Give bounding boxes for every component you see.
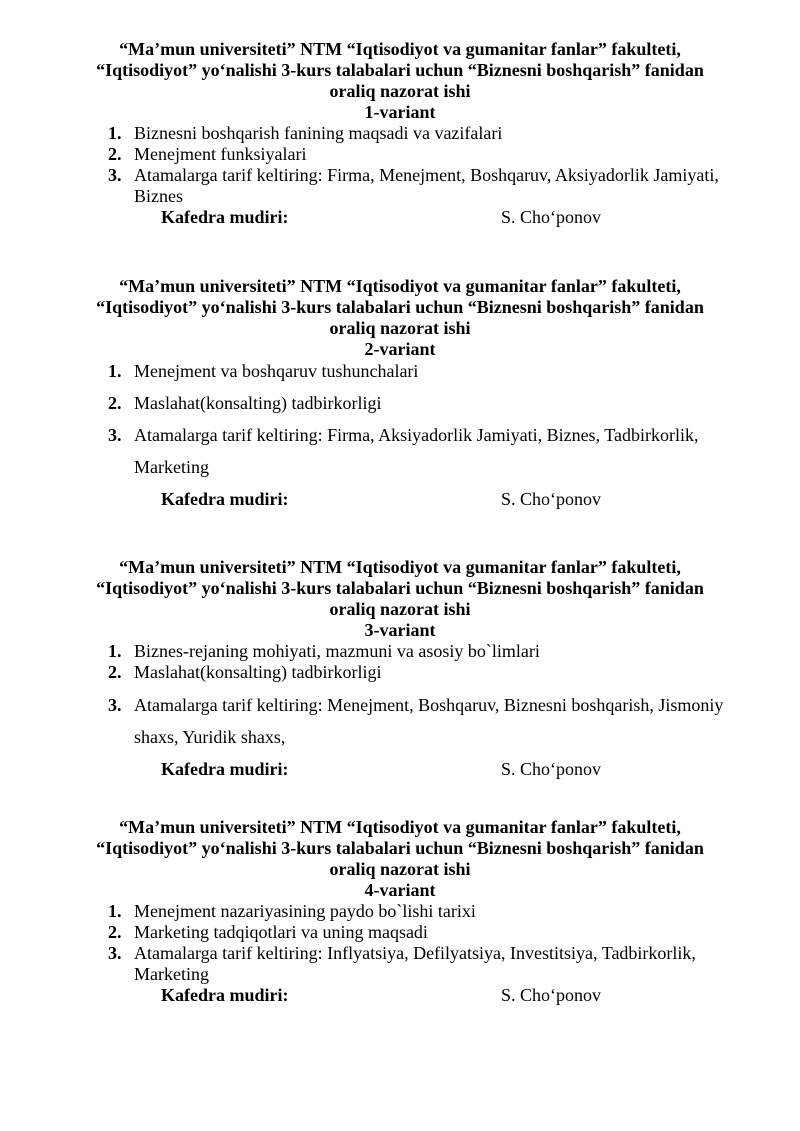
heading-line-exam-type: oraliq nazorat ishi bbox=[329, 859, 471, 879]
question-item bbox=[0, 419, 726, 483]
variant-label: 4-variant bbox=[364, 880, 436, 900]
question-number: 1. bbox=[108, 361, 122, 381]
question-item bbox=[0, 662, 726, 683]
heading-line-course: “Iqtisodiyot” yo‘nalishi 3-kurs talabalari uchun “Biznesni boshqarish” fanidan bbox=[96, 838, 704, 858]
question-number: 2. bbox=[108, 662, 122, 682]
question-text: Menejment nazariyasining paydo bo`lishi tarixi bbox=[134, 901, 476, 921]
signature-line bbox=[0, 753, 800, 785]
heading-line-course: “Iqtisodiyot” yo‘nalishi 3-kurs talabalari uchun “Biznesni boshqarish” fanidan bbox=[96, 297, 704, 317]
question-number: 2. bbox=[108, 144, 122, 164]
department-head-name: S. Cho‘ponov bbox=[501, 759, 602, 779]
question-number: 3. bbox=[108, 165, 122, 185]
question-list bbox=[0, 641, 800, 753]
variant-1-block bbox=[0, 39, 800, 228]
question-number: 1. bbox=[108, 901, 122, 921]
question-text: Atamalarga tarif keltiring: Inflyatsiya, Defilyatsiya, Investitsiya, Tadbirkorlik, Marketing bbox=[134, 943, 696, 984]
question-list bbox=[0, 901, 800, 985]
question-text: Biznesni boshqarish fanining maqsadi va vazifalari bbox=[134, 123, 503, 143]
question-item bbox=[0, 387, 726, 419]
question-number: 3. bbox=[108, 425, 122, 445]
question-text: Atamalarga tarif keltiring: Firma, Menejment, Boshqaruv, Aksiyadorlik Jamiyati, Biznes bbox=[134, 165, 719, 206]
question-item bbox=[0, 144, 726, 165]
question-number: 3. bbox=[108, 695, 122, 715]
department-head-name: S. Cho‘ponov bbox=[501, 489, 602, 509]
question-list bbox=[0, 123, 800, 207]
variant-3-block bbox=[0, 557, 800, 785]
heading-line-exam-type: oraliq nazorat ishi bbox=[329, 318, 471, 338]
heading-line-university: “Ma’mun universiteti” NTM “Iqtisodiyot va gumanitar fanlar” fakulteti, bbox=[119, 817, 681, 837]
question-number: 1. bbox=[108, 123, 122, 143]
question-text: Maslahat(konsalting) tadbirkorligi bbox=[134, 662, 382, 682]
variant-heading bbox=[0, 557, 800, 641]
question-list bbox=[0, 355, 800, 483]
variant-4-block bbox=[0, 817, 800, 1006]
question-text: Biznes-rejaning mohiyati, mazmuni va asosiy bo`limlari bbox=[134, 641, 540, 661]
variant-heading bbox=[0, 276, 800, 360]
heading-line-course: “Iqtisodiyot” yo‘nalishi 3-kurs talabalari uchun “Biznesni boshqarish” fanidan bbox=[96, 578, 704, 598]
question-item bbox=[0, 165, 726, 207]
signature-line bbox=[0, 483, 800, 515]
department-head-label: Kafedra mudiri: bbox=[161, 759, 289, 779]
question-text: Atamalarga tarif keltiring: Menejment, Boshqaruv, Biznesni boshqarish, Jismoniy shaxs, Yuridik shaxs, bbox=[134, 695, 724, 747]
question-item bbox=[0, 355, 726, 387]
heading-line-university: “Ma’mun universiteti” NTM “Iqtisodiyot va gumanitar fanlar” fakulteti, bbox=[119, 39, 681, 59]
question-text: Menejment funksiyalari bbox=[134, 144, 307, 164]
question-number: 2. bbox=[108, 393, 122, 413]
department-head-label: Kafedra mudiri: bbox=[161, 985, 289, 1005]
variant-heading bbox=[0, 39, 800, 123]
variant-label: 1-variant bbox=[364, 102, 436, 122]
variant-heading bbox=[0, 817, 800, 901]
heading-line-exam-type: oraliq nazorat ishi bbox=[329, 81, 471, 101]
question-number: 1. bbox=[108, 641, 122, 661]
question-text: Atamalarga tarif keltiring: Firma, Aksiyadorlik Jamiyati, Biznes, Tadbirkorlik, Marketing bbox=[134, 425, 699, 477]
question-item bbox=[0, 123, 726, 144]
variant-2-block bbox=[0, 276, 800, 515]
question-text: Maslahat(konsalting) tadbirkorligi bbox=[134, 393, 382, 413]
variant-label: 3-variant bbox=[364, 620, 436, 640]
heading-line-exam-type: oraliq nazorat ishi bbox=[329, 599, 471, 619]
question-item bbox=[0, 922, 726, 943]
question-item bbox=[0, 689, 726, 753]
question-number: 2. bbox=[108, 922, 122, 942]
department-head-label: Kafedra mudiri: bbox=[161, 489, 289, 509]
signature-line bbox=[0, 207, 800, 228]
department-head-name: S. Cho‘ponov bbox=[501, 985, 602, 1005]
question-number: 3. bbox=[108, 943, 122, 963]
question-text: Menejment va boshqaruv tushunchalari bbox=[134, 361, 419, 381]
signature-line bbox=[0, 985, 800, 1006]
heading-line-university: “Ma’mun universiteti” NTM “Iqtisodiyot va gumanitar fanlar” fakulteti, bbox=[119, 276, 681, 296]
question-text: Marketing tadqiqotlari va uning maqsadi bbox=[134, 922, 428, 942]
variant-label: 2-variant bbox=[364, 339, 436, 359]
heading-line-course: “Iqtisodiyot” yo‘nalishi 3-kurs talabalari uchun “Biznesni boshqarish” fanidan bbox=[96, 60, 704, 80]
question-item bbox=[0, 901, 726, 922]
heading-line-university: “Ma’mun universiteti” NTM “Iqtisodiyot va gumanitar fanlar” fakulteti, bbox=[119, 557, 681, 577]
department-head-name: S. Cho‘ponov bbox=[501, 207, 602, 227]
question-item bbox=[0, 641, 726, 662]
department-head-label: Kafedra mudiri: bbox=[161, 207, 289, 227]
question-item bbox=[0, 943, 726, 985]
